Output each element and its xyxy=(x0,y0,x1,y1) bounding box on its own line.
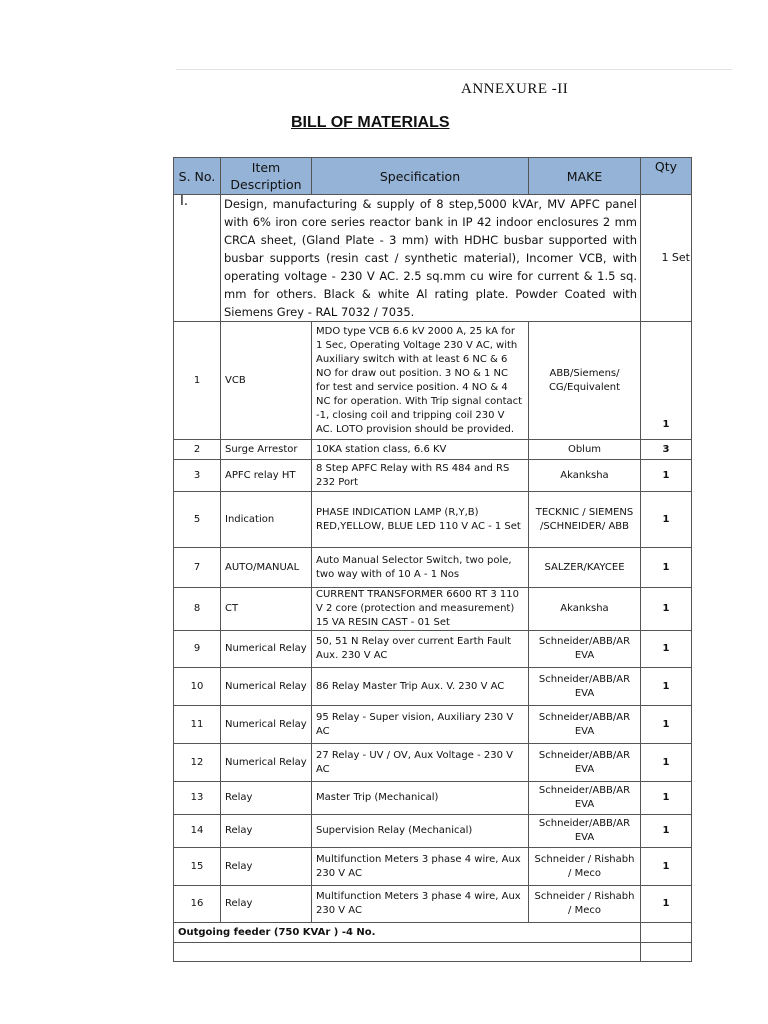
cell-make: Schneider/ABB/AR EVA xyxy=(529,706,641,744)
cell-qty: 1 xyxy=(641,668,692,706)
cell-make: Oblum xyxy=(529,440,641,460)
cell-item: AUTO/MANUAL xyxy=(221,548,312,588)
table-row xyxy=(174,886,692,923)
cell-make: SALZER/KAYCEE xyxy=(529,548,641,588)
cell-specification: MDO type VCB 6.6 kV 2000 A, 25 kA for 1 Sec, Operating Voltage 230 V AC, with Auxiliary switch with at least 6 NC & 6 NO for draw out position. 3 NO & 1 NC for test and service position. 4 NO & 4 NC for operation. With Trip signal contact -1, closing coil and tripping coil 230 V AC. LOTO provision should be provided. xyxy=(312,322,529,440)
cell-sno: 8 xyxy=(174,588,221,631)
intro-description: Design, manufacturing & supply of 8 step,5000 kVAr, MV APFC panel with 6% iron core series reactor bank in IP 42 indoor enclosures 2 mm CRCA sheet, (Gland Plate - 3 mm) with HDHC busbar supported with busbar supports (resin cast / synthetic material), Incomer VCB, with operating voltage - 230 V AC. 2.5 sq.mm cu wire for current & 1.5 sq. mm for others. Black & white Al rating plate. Powder Coated with Siemens Grey - RAL 7032 / 7035. xyxy=(221,195,641,322)
cell-specification: 86 Relay Master Trip Aux. V. 230 V AC xyxy=(312,668,529,706)
cell-specification: PHASE INDICATION LAMP (R,Y,B) RED,YELLOW, BLUE LED 110 V AC - 1 Set xyxy=(312,492,529,548)
cell-item: Numerical Relay xyxy=(221,706,312,744)
cell-qty: 3 xyxy=(641,440,692,460)
cell-sno: 2 xyxy=(174,440,221,460)
cell-sno: 14 xyxy=(174,815,221,848)
table-row xyxy=(174,815,692,848)
table-footer-row xyxy=(174,923,692,943)
cell-specification: Auto Manual Selector Switch, two pole, two way with of 10 A - 1 Nos xyxy=(312,548,529,588)
column-header-item: Item Description xyxy=(221,158,312,195)
cell-qty: 1 xyxy=(641,548,692,588)
cell-qty: 1 xyxy=(641,460,692,492)
table-row xyxy=(174,848,692,886)
column-header-specification: Specification xyxy=(312,158,529,195)
cell-sno: 12 xyxy=(174,744,221,782)
cell-specification: 50, 51 N Relay over current Earth Fault Aux. 230 V AC xyxy=(312,631,529,668)
bill-of-materials-table xyxy=(173,157,692,962)
cell-make: Schneider/ABB/AR EVA xyxy=(529,631,641,668)
footer-empty-qty xyxy=(641,923,692,943)
cell-qty: 1 xyxy=(641,631,692,668)
table-row xyxy=(174,668,692,706)
cell-qty: 1 xyxy=(641,492,692,548)
table-row-intro xyxy=(174,195,692,322)
empty-qty-cell xyxy=(641,943,692,962)
cell-make: Schneider / Rishabh / Meco xyxy=(529,886,641,923)
cell-qty: 1 xyxy=(641,706,692,744)
table-row xyxy=(174,492,692,548)
cell-sno: 16 xyxy=(174,886,221,923)
cell-qty: 1 xyxy=(641,848,692,886)
cell-make: Schneider/ABB/AR EVA xyxy=(529,815,641,848)
cell-specification: Master Trip (Mechanical) xyxy=(312,782,529,815)
table-row xyxy=(174,460,692,492)
table-row xyxy=(174,744,692,782)
cell-item: Relay xyxy=(221,815,312,848)
table-row xyxy=(174,440,692,460)
cell-make: Schneider/ABB/AR EVA xyxy=(529,668,641,706)
table-row xyxy=(174,631,692,668)
cell-item: Relay xyxy=(221,848,312,886)
cell-make: Akanksha xyxy=(529,588,641,631)
table-row xyxy=(174,782,692,815)
cell-sno: 15 xyxy=(174,848,221,886)
cell-sno: 9 xyxy=(174,631,221,668)
cell-qty: 1 xyxy=(641,815,692,848)
cell-item: VCB xyxy=(221,322,312,440)
table-row xyxy=(174,548,692,588)
cell-sno: 3 xyxy=(174,460,221,492)
cell-sno: 5 xyxy=(174,492,221,548)
table-row xyxy=(174,322,692,440)
cell-make: ABB/Siemens/ CG/Equivalent xyxy=(529,322,641,440)
outgoing-feeder-label: Outgoing feeder (750 KVAr ) -4 No. xyxy=(174,923,641,943)
cell-qty: 1 xyxy=(641,886,692,923)
intro-sno: I. xyxy=(174,195,221,322)
table-row xyxy=(174,706,692,744)
cell-item: Numerical Relay xyxy=(221,631,312,668)
cell-item: Numerical Relay xyxy=(221,744,312,782)
cell-qty: 1 xyxy=(641,744,692,782)
intro-qty: 1 Set xyxy=(641,195,692,322)
cell-make: Schneider/ABB/AR EVA xyxy=(529,744,641,782)
cell-item: APFC relay HT xyxy=(221,460,312,492)
annexure-label: ANNEXURE -II xyxy=(461,81,569,97)
table-row xyxy=(174,588,692,631)
cell-item: CT xyxy=(221,588,312,631)
table-empty-row xyxy=(174,943,692,962)
cell-item: Indication xyxy=(221,492,312,548)
cell-qty: 1 xyxy=(641,588,692,631)
cell-item: Relay xyxy=(221,886,312,923)
cell-make: Schneider/ABB/AR EVA xyxy=(529,782,641,815)
empty-cell xyxy=(174,943,641,962)
cell-sno: 1 xyxy=(174,322,221,440)
column-header-sno: S. No. xyxy=(174,158,221,195)
column-header-make: MAKE xyxy=(529,158,641,195)
cell-qty: 1 xyxy=(641,322,692,440)
cell-item: Relay xyxy=(221,782,312,815)
cell-item: Surge Arrestor xyxy=(221,440,312,460)
cell-sno: 11 xyxy=(174,706,221,744)
column-header-qty: Qty xyxy=(641,158,692,195)
cell-make: TECKNIC / SIEMENS /SCHNEIDER/ ABB xyxy=(529,492,641,548)
cell-sno: 13 xyxy=(174,782,221,815)
cell-specification: 8 Step APFC Relay with RS 484 and RS 232 Port xyxy=(312,460,529,492)
cell-specification: Supervision Relay (Mechanical) xyxy=(312,815,529,848)
cell-specification: 95 Relay - Super vision, Auxiliary 230 V AC xyxy=(312,706,529,744)
cell-specification: CURRENT TRANSFORMER 6600 RT 3 110 V 2 core (protection and measurement) 15 VA RESIN CAST - 01 Set xyxy=(312,588,529,631)
cell-make: Akanksha xyxy=(529,460,641,492)
cell-sno: 7 xyxy=(174,548,221,588)
cell-qty: 1 xyxy=(641,782,692,815)
page-title: BILL OF MATERIALS xyxy=(291,114,450,131)
cell-specification: Multifunction Meters 3 phase 4 wire, Aux 230 V AC xyxy=(312,886,529,923)
cell-item: Numerical Relay xyxy=(221,668,312,706)
table-header-row xyxy=(174,158,692,195)
cell-make: Schneider / Rishabh / Meco xyxy=(529,848,641,886)
cell-specification: 10KA station class, 6.6 KV xyxy=(312,440,529,460)
cell-specification: Multifunction Meters 3 phase 4 wire, Aux 230 V AC xyxy=(312,848,529,886)
cell-sno: 10 xyxy=(174,668,221,706)
top-divider xyxy=(176,69,732,70)
cell-specification: 27 Relay - UV / OV, Aux Voltage - 230 V AC xyxy=(312,744,529,782)
